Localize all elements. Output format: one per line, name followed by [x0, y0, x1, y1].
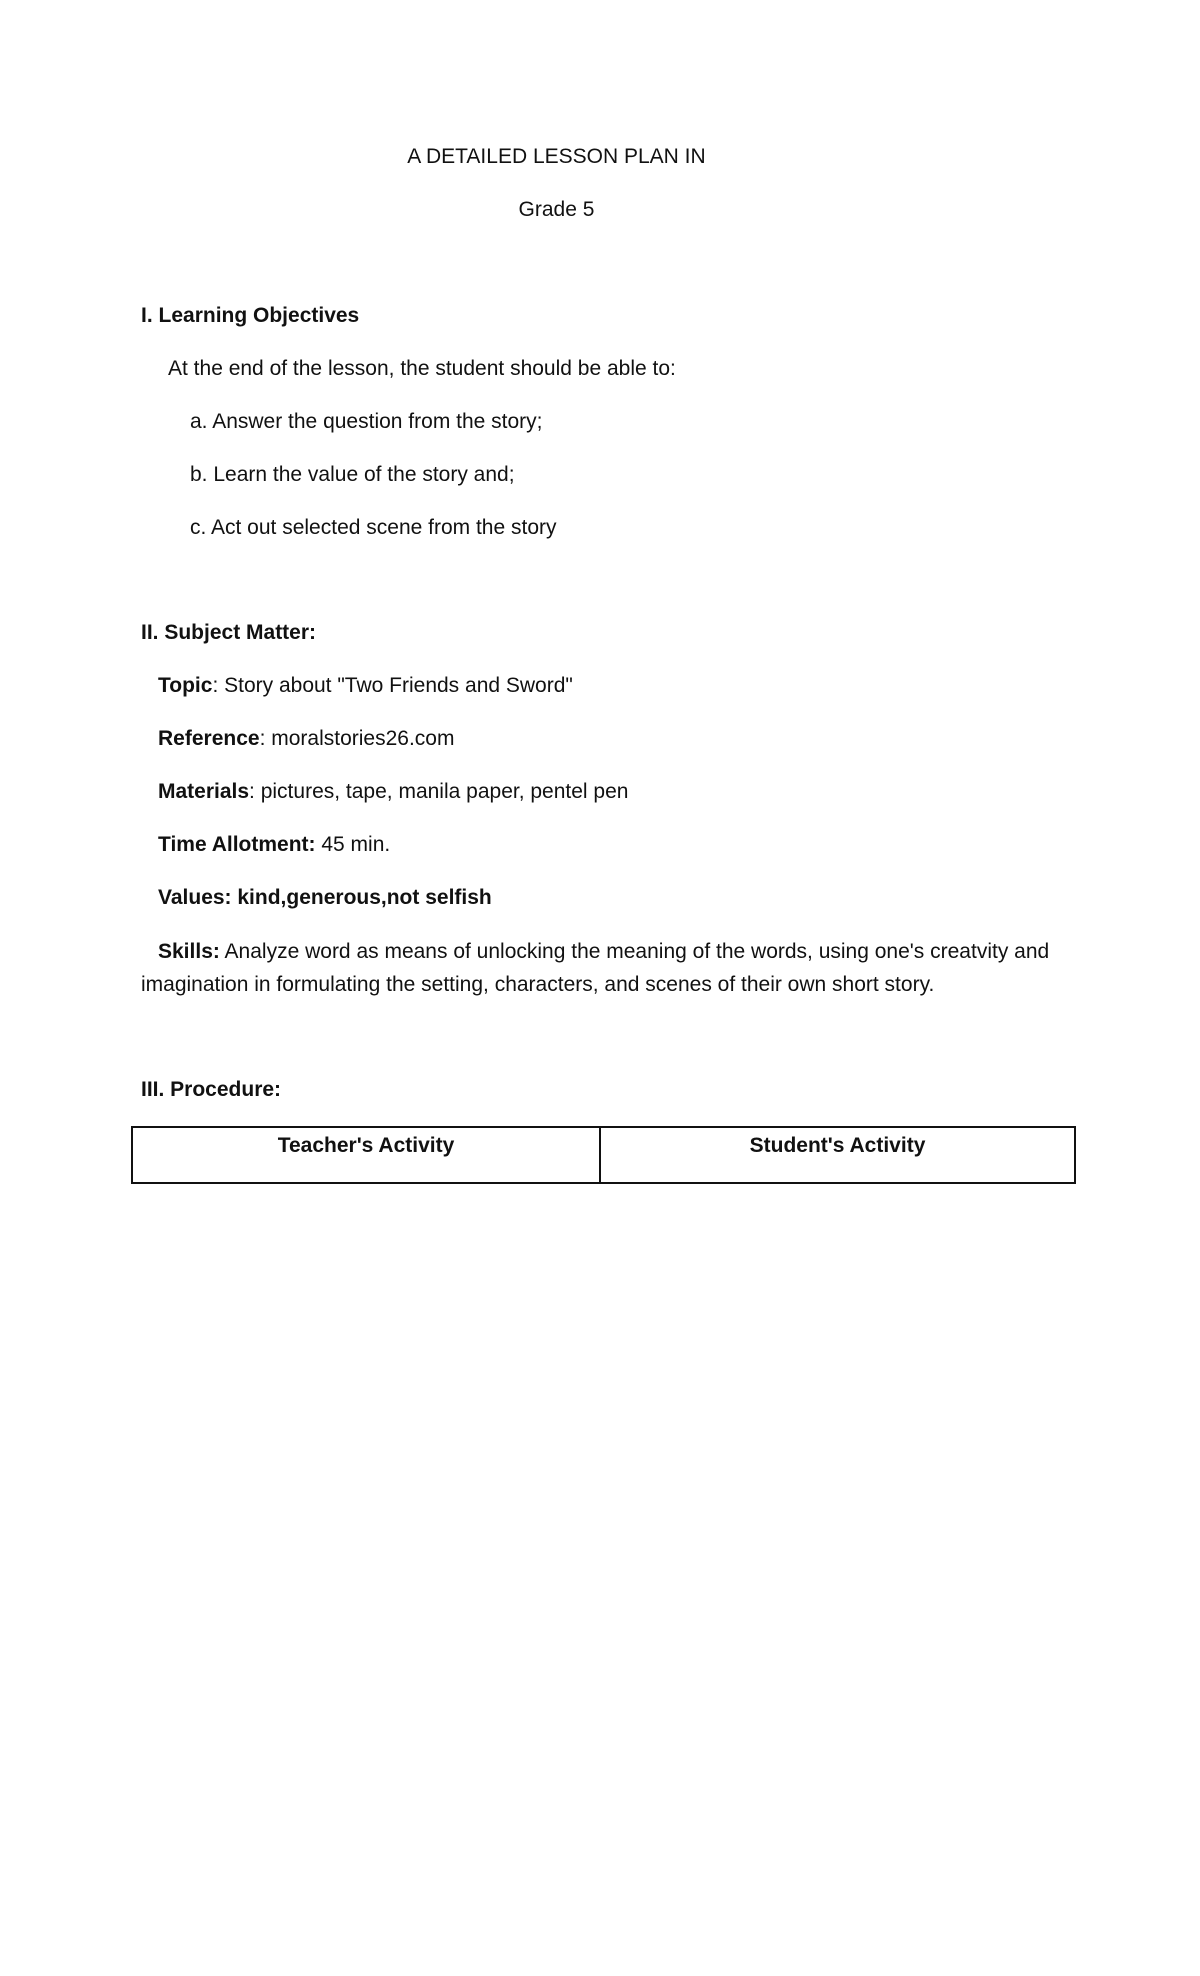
materials-value: : pictures, tape, manila paper, pentel pen [249, 780, 629, 803]
objective-item-b: b. Learn the value of the story and; [190, 463, 515, 486]
skills-paragraph [141, 935, 1061, 1001]
topic-label: Topic [158, 674, 213, 697]
values-line: Values: kind,generous,not selfish [158, 886, 492, 909]
table-header-row [132, 1127, 1075, 1183]
topic-line [158, 673, 573, 699]
teacher-activity-header: Teacher's Activity [132, 1127, 600, 1183]
document-title: A DETAILED LESSON PLAN IN [407, 145, 706, 168]
reference-line [158, 726, 454, 752]
procedure-table [131, 1126, 1076, 1184]
skills-label: Skills: [158, 940, 220, 963]
time-allotment-line [158, 832, 390, 858]
subject-matter-heading: II. Subject Matter: [141, 621, 317, 644]
materials-label: Materials [158, 780, 250, 803]
reference-value: : moralstories26.com [259, 727, 455, 750]
objective-item-c: c. Act out selected scene from the story [190, 516, 557, 539]
topic-value: : Story about "Two Friends and Sword" [212, 674, 573, 697]
materials-line [158, 779, 628, 805]
time-allotment-label: Time Allotment: [158, 833, 316, 856]
time-allotment-value: 45 min. [315, 833, 391, 856]
grade-level: Grade 5 [518, 198, 595, 221]
procedure-heading: III. Procedure: [141, 1078, 282, 1101]
student-activity-header: Student's Activity [600, 1127, 1075, 1183]
objectives-intro: At the end of the lesson, the student should be able to: [168, 357, 676, 380]
reference-label: Reference [158, 727, 260, 750]
skills-value: Analyze word as means of unlocking the meaning of the words, using one's creatvity and imagination in formulating the setting, characters, and scenes of their own short story. [141, 940, 1050, 996]
objectives-heading: I. Learning Objectives [141, 304, 360, 327]
objective-item-a: a. Answer the question from the story; [190, 410, 543, 433]
